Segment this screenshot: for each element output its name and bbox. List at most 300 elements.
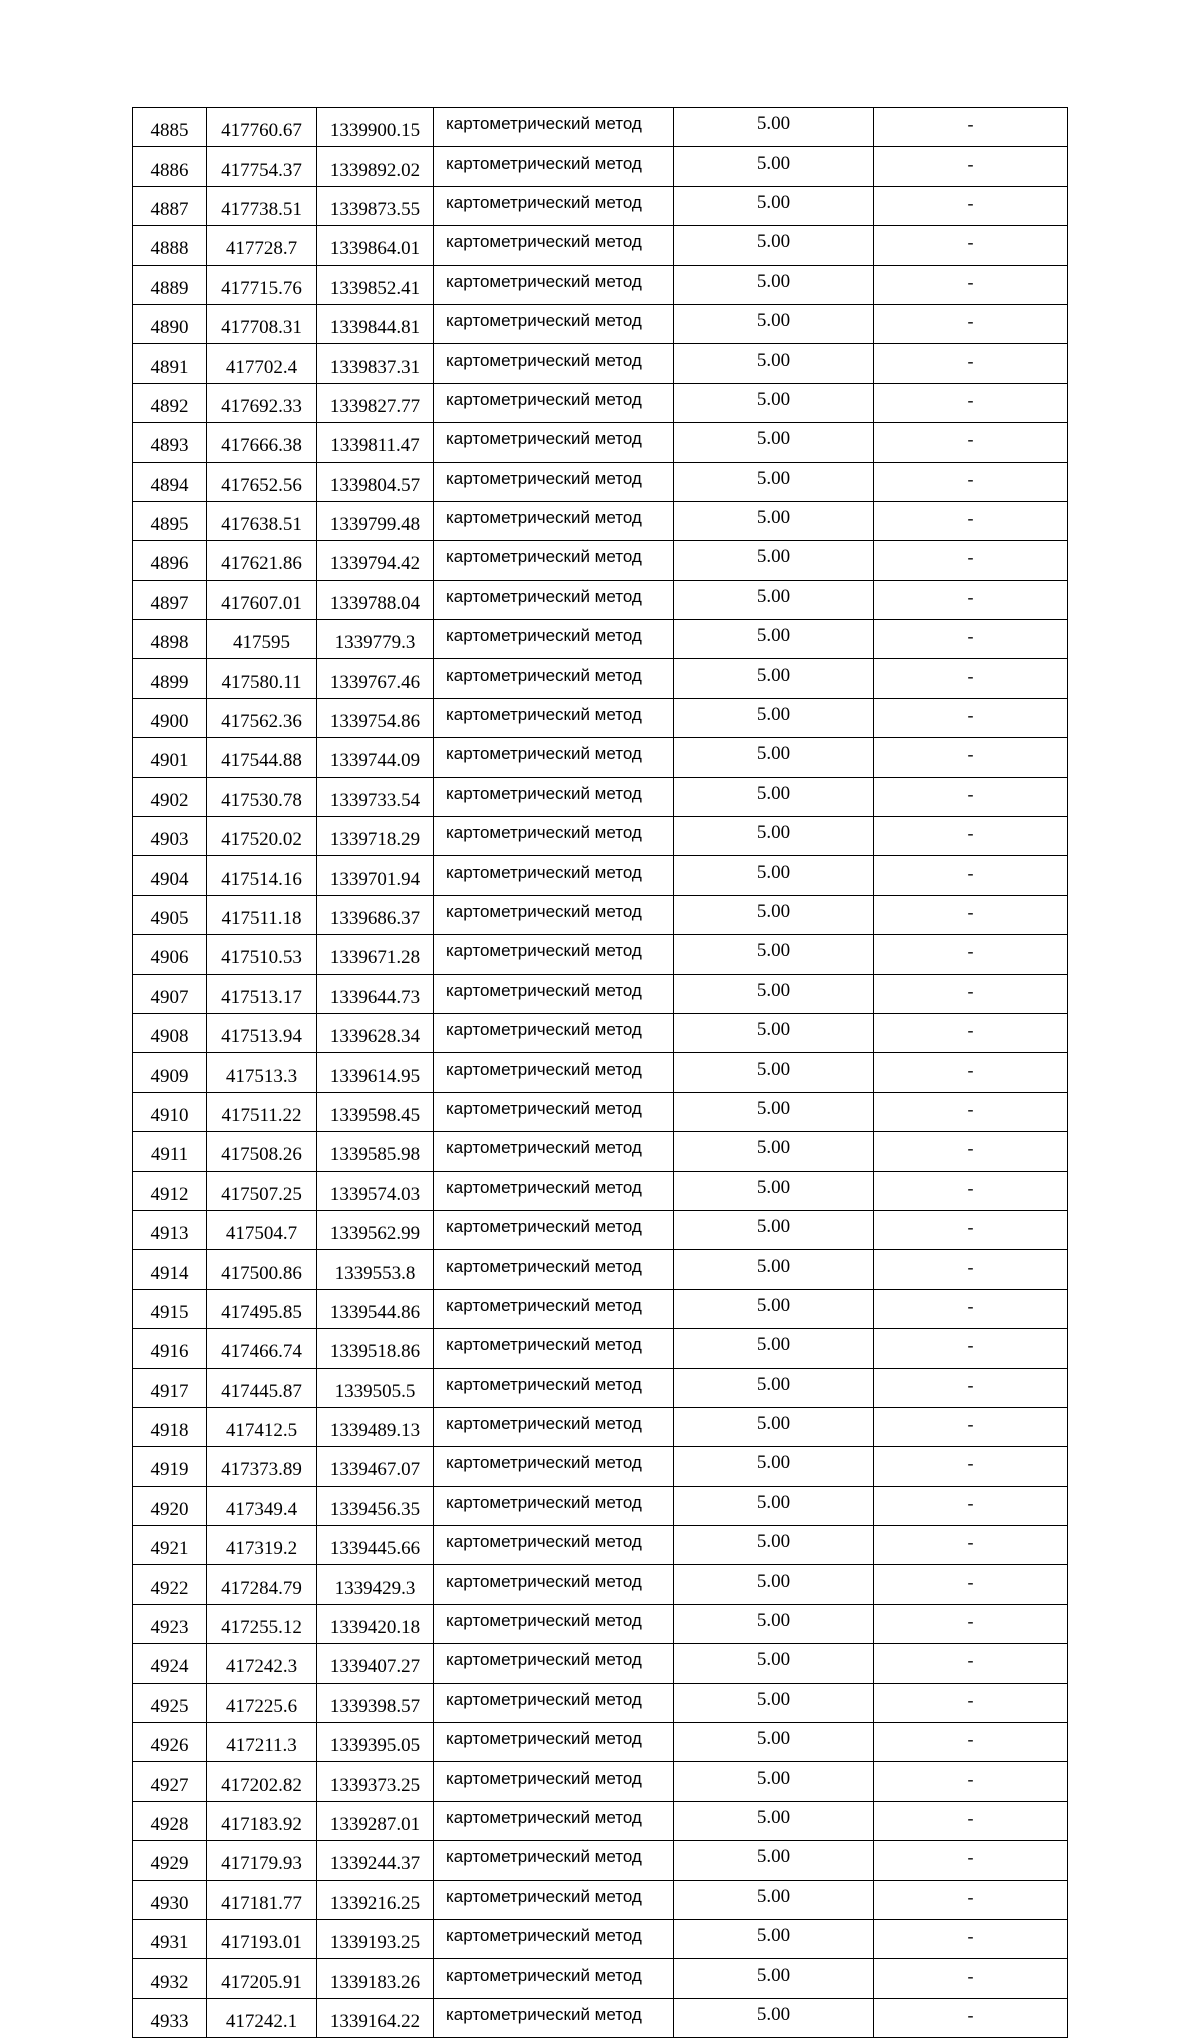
accuracy-cell: 5.00 (674, 1604, 874, 1643)
table-row (133, 541, 1068, 580)
y-coordinate-cell: 1339420.18 (317, 1604, 434, 1643)
method-cell: картометрический метод (434, 1053, 674, 1092)
y-coordinate-cell: 1339754.86 (317, 698, 434, 737)
table-row (133, 304, 1068, 343)
method-cell: картометрический метод (434, 974, 674, 1013)
accuracy-cell: 5.00 (674, 1407, 874, 1446)
y-coordinate-cell: 1339429.3 (317, 1565, 434, 1604)
table-row (133, 580, 1068, 619)
note-cell: - (874, 423, 1068, 462)
table-row (133, 1250, 1068, 1289)
accuracy-cell: 5.00 (674, 580, 874, 619)
method-cell: картометрический метод (434, 501, 674, 540)
x-coordinate-cell: 417511.22 (207, 1092, 317, 1131)
method-cell: картометрический метод (434, 777, 674, 816)
method-cell: картометрический метод (434, 383, 674, 422)
accuracy-cell: 5.00 (674, 1644, 874, 1683)
accuracy-cell: 5.00 (674, 935, 874, 974)
method-cell: картометрический метод (434, 304, 674, 343)
x-coordinate-cell: 417255.12 (207, 1604, 317, 1643)
y-coordinate-cell: 1339574.03 (317, 1171, 434, 1210)
x-coordinate-cell: 417728.7 (207, 226, 317, 265)
note-cell: - (874, 501, 1068, 540)
point-number-cell: 4923 (133, 1604, 207, 1643)
y-coordinate-cell: 1339900.15 (317, 108, 434, 147)
y-coordinate-cell: 1339779.3 (317, 620, 434, 659)
method-cell: картометрический метод (434, 1092, 674, 1131)
note-cell: - (874, 1210, 1068, 1249)
note-cell: - (874, 1289, 1068, 1328)
accuracy-cell: 5.00 (674, 1171, 874, 1210)
y-coordinate-cell: 1339788.04 (317, 580, 434, 619)
accuracy-cell: 5.00 (674, 777, 874, 816)
x-coordinate-cell: 417205.91 (207, 1959, 317, 1998)
y-coordinate-cell: 1339445.66 (317, 1526, 434, 1565)
note-cell: - (874, 1841, 1068, 1880)
x-coordinate-cell: 417754.37 (207, 147, 317, 186)
note-cell: - (874, 1329, 1068, 1368)
x-coordinate-cell: 417202.82 (207, 1762, 317, 1801)
x-coordinate-cell: 417702.4 (207, 344, 317, 383)
note-cell: - (874, 1013, 1068, 1052)
x-coordinate-cell: 417179.93 (207, 1841, 317, 1880)
accuracy-cell: 5.00 (674, 541, 874, 580)
y-coordinate-cell: 1339844.81 (317, 304, 434, 343)
method-cell: картометрический метод (434, 1998, 674, 2037)
method-cell: картометрический метод (434, 738, 674, 777)
x-coordinate-cell: 417500.86 (207, 1250, 317, 1289)
accuracy-cell: 5.00 (674, 1762, 874, 1801)
x-coordinate-cell: 417508.26 (207, 1132, 317, 1171)
table-row (133, 1171, 1068, 1210)
x-coordinate-cell: 417513.17 (207, 974, 317, 1013)
note-cell: - (874, 1526, 1068, 1565)
method-cell: картометрический метод (434, 1171, 674, 1210)
y-coordinate-cell: 1339585.98 (317, 1132, 434, 1171)
accuracy-cell: 5.00 (674, 1368, 874, 1407)
table-row (133, 226, 1068, 265)
method-cell: картометрический метод (434, 1919, 674, 1958)
x-coordinate-cell: 417181.77 (207, 1880, 317, 1919)
point-number-cell: 4900 (133, 698, 207, 737)
x-coordinate-cell: 417193.01 (207, 1919, 317, 1958)
y-coordinate-cell: 1339837.31 (317, 344, 434, 383)
x-coordinate-cell: 417242.3 (207, 1644, 317, 1683)
table-row (133, 856, 1068, 895)
accuracy-cell: 5.00 (674, 1447, 874, 1486)
x-coordinate-cell: 417504.7 (207, 1210, 317, 1249)
table-row (133, 1526, 1068, 1565)
accuracy-cell: 5.00 (674, 1250, 874, 1289)
point-number-cell: 4910 (133, 1092, 207, 1131)
y-coordinate-cell: 1339562.99 (317, 1210, 434, 1249)
accuracy-cell: 5.00 (674, 698, 874, 737)
note-cell: - (874, 265, 1068, 304)
accuracy-cell: 5.00 (674, 738, 874, 777)
point-number-cell: 4888 (133, 226, 207, 265)
method-cell: картометрический метод (434, 1132, 674, 1171)
accuracy-cell: 5.00 (674, 1329, 874, 1368)
y-coordinate-cell: 1339193.25 (317, 1919, 434, 1958)
table-row (133, 620, 1068, 659)
x-coordinate-cell: 417513.94 (207, 1013, 317, 1052)
method-cell: картометрический метод (434, 147, 674, 186)
note-cell: - (874, 935, 1068, 974)
y-coordinate-cell: 1339467.07 (317, 1447, 434, 1486)
method-cell: картометрический метод (434, 344, 674, 383)
method-cell: картометрический метод (434, 108, 674, 147)
y-coordinate-cell: 1339164.22 (317, 1998, 434, 2037)
y-coordinate-cell: 1339799.48 (317, 501, 434, 540)
table-row (133, 935, 1068, 974)
note-cell: - (874, 580, 1068, 619)
note-cell: - (874, 620, 1068, 659)
table-row (133, 1841, 1068, 1880)
x-coordinate-cell: 417638.51 (207, 501, 317, 540)
point-number-cell: 4931 (133, 1919, 207, 1958)
point-number-cell: 4891 (133, 344, 207, 383)
x-coordinate-cell: 417510.53 (207, 935, 317, 974)
y-coordinate-cell: 1339892.02 (317, 147, 434, 186)
method-cell: картометрический метод (434, 1407, 674, 1446)
table-row (133, 659, 1068, 698)
y-coordinate-cell: 1339794.42 (317, 541, 434, 580)
table-row (133, 698, 1068, 737)
accuracy-cell: 5.00 (674, 895, 874, 934)
method-cell: картометрический метод (434, 1801, 674, 1840)
table-row (133, 1210, 1068, 1249)
y-coordinate-cell: 1339598.45 (317, 1092, 434, 1131)
point-number-cell: 4916 (133, 1329, 207, 1368)
y-coordinate-cell: 1339718.29 (317, 817, 434, 856)
method-cell: картометрический метод (434, 1013, 674, 1052)
method-cell: картометрический метод (434, 462, 674, 501)
point-number-cell: 4913 (133, 1210, 207, 1249)
accuracy-cell: 5.00 (674, 1880, 874, 1919)
accuracy-cell: 5.00 (674, 659, 874, 698)
method-cell: картометрический метод (434, 620, 674, 659)
method-cell: картометрический метод (434, 1683, 674, 1722)
method-cell: картометрический метод (434, 226, 674, 265)
y-coordinate-cell: 1339701.94 (317, 856, 434, 895)
y-coordinate-cell: 1339827.77 (317, 383, 434, 422)
x-coordinate-cell: 417760.67 (207, 108, 317, 147)
x-coordinate-cell: 417511.18 (207, 895, 317, 934)
note-cell: - (874, 462, 1068, 501)
x-coordinate-cell: 417621.86 (207, 541, 317, 580)
point-number-cell: 4911 (133, 1132, 207, 1171)
y-coordinate-cell: 1339544.86 (317, 1289, 434, 1328)
point-number-cell: 4926 (133, 1723, 207, 1762)
point-number-cell: 4933 (133, 1998, 207, 2037)
note-cell: - (874, 974, 1068, 1013)
point-number-cell: 4912 (133, 1171, 207, 1210)
note-cell: - (874, 698, 1068, 737)
table-row (133, 1329, 1068, 1368)
y-coordinate-cell: 1339804.57 (317, 462, 434, 501)
accuracy-cell: 5.00 (674, 1841, 874, 1880)
point-number-cell: 4887 (133, 186, 207, 225)
table-row (133, 738, 1068, 777)
note-cell: - (874, 147, 1068, 186)
table-row (133, 1998, 1068, 2037)
accuracy-cell: 5.00 (674, 147, 874, 186)
y-coordinate-cell: 1339183.26 (317, 1959, 434, 1998)
accuracy-cell: 5.00 (674, 1132, 874, 1171)
note-cell: - (874, 856, 1068, 895)
table-row (133, 1486, 1068, 1525)
table-row (133, 1762, 1068, 1801)
method-cell: картометрический метод (434, 423, 674, 462)
table-row (133, 265, 1068, 304)
accuracy-cell: 5.00 (674, 1210, 874, 1249)
accuracy-cell: 5.00 (674, 304, 874, 343)
method-cell: картометрический метод (434, 1565, 674, 1604)
table-row (133, 1132, 1068, 1171)
table-row (133, 1919, 1068, 1958)
y-coordinate-cell: 1339216.25 (317, 1880, 434, 1919)
accuracy-cell: 5.00 (674, 1289, 874, 1328)
method-cell: картометрический метод (434, 698, 674, 737)
accuracy-cell: 5.00 (674, 1565, 874, 1604)
y-coordinate-cell: 1339395.05 (317, 1723, 434, 1762)
accuracy-cell: 5.00 (674, 1486, 874, 1525)
note-cell: - (874, 817, 1068, 856)
method-cell: картометрический метод (434, 1250, 674, 1289)
table-row (133, 895, 1068, 934)
point-number-cell: 4905 (133, 895, 207, 934)
x-coordinate-cell: 417666.38 (207, 423, 317, 462)
point-number-cell: 4908 (133, 1013, 207, 1052)
accuracy-cell: 5.00 (674, 974, 874, 1013)
table-row (133, 1013, 1068, 1052)
point-number-cell: 4921 (133, 1526, 207, 1565)
x-coordinate-cell: 417211.3 (207, 1723, 317, 1762)
accuracy-cell: 5.00 (674, 462, 874, 501)
x-coordinate-cell: 417225.6 (207, 1683, 317, 1722)
x-coordinate-cell: 417708.31 (207, 304, 317, 343)
point-number-cell: 4904 (133, 856, 207, 895)
y-coordinate-cell: 1339873.55 (317, 186, 434, 225)
y-coordinate-cell: 1339398.57 (317, 1683, 434, 1722)
note-cell: - (874, 1407, 1068, 1446)
y-coordinate-cell: 1339373.25 (317, 1762, 434, 1801)
note-cell: - (874, 1604, 1068, 1643)
note-cell: - (874, 226, 1068, 265)
point-number-cell: 4895 (133, 501, 207, 540)
accuracy-cell: 5.00 (674, 856, 874, 895)
table-row (133, 344, 1068, 383)
table-row (133, 1604, 1068, 1643)
y-coordinate-cell: 1339505.5 (317, 1368, 434, 1407)
point-number-cell: 4914 (133, 1250, 207, 1289)
note-cell: - (874, 344, 1068, 383)
y-coordinate-cell: 1339553.8 (317, 1250, 434, 1289)
note-cell: - (874, 1683, 1068, 1722)
table-row (133, 1407, 1068, 1446)
table-row (133, 974, 1068, 1013)
coordinates-table-body (133, 108, 1068, 2038)
point-number-cell: 4902 (133, 777, 207, 816)
method-cell: картометрический метод (434, 1841, 674, 1880)
x-coordinate-cell: 417349.4 (207, 1486, 317, 1525)
note-cell: - (874, 108, 1068, 147)
point-number-cell: 4903 (133, 817, 207, 856)
method-cell: картометрический метод (434, 856, 674, 895)
accuracy-cell: 5.00 (674, 1919, 874, 1958)
method-cell: картометрический метод (434, 1329, 674, 1368)
x-coordinate-cell: 417738.51 (207, 186, 317, 225)
note-cell: - (874, 895, 1068, 934)
y-coordinate-cell: 1339644.73 (317, 974, 434, 1013)
method-cell: картометрический метод (434, 1486, 674, 1525)
y-coordinate-cell: 1339456.35 (317, 1486, 434, 1525)
x-coordinate-cell: 417466.74 (207, 1329, 317, 1368)
table-row (133, 1565, 1068, 1604)
accuracy-cell: 5.00 (674, 1801, 874, 1840)
table-row (133, 1289, 1068, 1328)
point-number-cell: 4901 (133, 738, 207, 777)
point-number-cell: 4919 (133, 1447, 207, 1486)
y-coordinate-cell: 1339852.41 (317, 265, 434, 304)
point-number-cell: 4893 (133, 423, 207, 462)
method-cell: картометрический метод (434, 935, 674, 974)
x-coordinate-cell: 417284.79 (207, 1565, 317, 1604)
accuracy-cell: 5.00 (674, 1092, 874, 1131)
x-coordinate-cell: 417412.5 (207, 1407, 317, 1446)
table-row (133, 462, 1068, 501)
accuracy-cell: 5.00 (674, 1526, 874, 1565)
point-number-cell: 4915 (133, 1289, 207, 1328)
note-cell: - (874, 383, 1068, 422)
table-row (133, 108, 1068, 147)
x-coordinate-cell: 417242.1 (207, 1998, 317, 2037)
table-row (133, 777, 1068, 816)
note-cell: - (874, 1762, 1068, 1801)
table-row (133, 1053, 1068, 1092)
method-cell: картометрический метод (434, 1447, 674, 1486)
y-coordinate-cell: 1339287.01 (317, 1801, 434, 1840)
x-coordinate-cell: 417445.87 (207, 1368, 317, 1407)
accuracy-cell: 5.00 (674, 344, 874, 383)
method-cell: картометрический метод (434, 1959, 674, 1998)
note-cell: - (874, 1486, 1068, 1525)
table-row (133, 1723, 1068, 1762)
table-row (133, 1683, 1068, 1722)
x-coordinate-cell: 417514.16 (207, 856, 317, 895)
note-cell: - (874, 1998, 1068, 2037)
point-number-cell: 4920 (133, 1486, 207, 1525)
method-cell: картометрический метод (434, 1880, 674, 1919)
note-cell: - (874, 1565, 1068, 1604)
method-cell: картометрический метод (434, 1368, 674, 1407)
table-row (133, 1368, 1068, 1407)
table-row (133, 423, 1068, 462)
point-number-cell: 4889 (133, 265, 207, 304)
method-cell: картометрический метод (434, 1289, 674, 1328)
point-number-cell: 4886 (133, 147, 207, 186)
point-number-cell: 4932 (133, 1959, 207, 1998)
method-cell: картометрический метод (434, 1723, 674, 1762)
accuracy-cell: 5.00 (674, 1053, 874, 1092)
point-number-cell: 4928 (133, 1801, 207, 1840)
x-coordinate-cell: 417507.25 (207, 1171, 317, 1210)
table-row (133, 383, 1068, 422)
y-coordinate-cell: 1339811.47 (317, 423, 434, 462)
table-row (133, 1644, 1068, 1683)
y-coordinate-cell: 1339686.37 (317, 895, 434, 934)
method-cell: картометрический метод (434, 659, 674, 698)
note-cell: - (874, 1171, 1068, 1210)
point-number-cell: 4925 (133, 1683, 207, 1722)
point-number-cell: 4924 (133, 1644, 207, 1683)
accuracy-cell: 5.00 (674, 1683, 874, 1722)
method-cell: картометрический метод (434, 1210, 674, 1249)
y-coordinate-cell: 1339407.27 (317, 1644, 434, 1683)
x-coordinate-cell: 417607.01 (207, 580, 317, 619)
point-number-cell: 4890 (133, 304, 207, 343)
table-row (133, 817, 1068, 856)
note-cell: - (874, 738, 1068, 777)
note-cell: - (874, 1053, 1068, 1092)
accuracy-cell: 5.00 (674, 108, 874, 147)
point-number-cell: 4897 (133, 580, 207, 619)
table-row (133, 147, 1068, 186)
method-cell: картометрический метод (434, 1762, 674, 1801)
table-row (133, 1092, 1068, 1131)
point-number-cell: 4899 (133, 659, 207, 698)
accuracy-cell: 5.00 (674, 423, 874, 462)
point-number-cell: 4906 (133, 935, 207, 974)
x-coordinate-cell: 417595 (207, 620, 317, 659)
accuracy-cell: 5.00 (674, 265, 874, 304)
accuracy-cell: 5.00 (674, 1723, 874, 1762)
x-coordinate-cell: 417530.78 (207, 777, 317, 816)
point-number-cell: 4927 (133, 1762, 207, 1801)
y-coordinate-cell: 1339767.46 (317, 659, 434, 698)
y-coordinate-cell: 1339671.28 (317, 935, 434, 974)
method-cell: картометрический метод (434, 1644, 674, 1683)
accuracy-cell: 5.00 (674, 383, 874, 422)
point-number-cell: 4929 (133, 1841, 207, 1880)
note-cell: - (874, 1092, 1068, 1131)
y-coordinate-cell: 1339489.13 (317, 1407, 434, 1446)
method-cell: картометрический метод (434, 817, 674, 856)
note-cell: - (874, 1801, 1068, 1840)
y-coordinate-cell: 1339614.95 (317, 1053, 434, 1092)
table-row (133, 1447, 1068, 1486)
accuracy-cell: 5.00 (674, 620, 874, 659)
x-coordinate-cell: 417562.36 (207, 698, 317, 737)
x-coordinate-cell: 417319.2 (207, 1526, 317, 1565)
point-number-cell: 4898 (133, 620, 207, 659)
accuracy-cell: 5.00 (674, 817, 874, 856)
y-coordinate-cell: 1339733.54 (317, 777, 434, 816)
accuracy-cell: 5.00 (674, 1998, 874, 2037)
point-number-cell: 4894 (133, 462, 207, 501)
note-cell: - (874, 1723, 1068, 1762)
x-coordinate-cell: 417544.88 (207, 738, 317, 777)
x-coordinate-cell: 417520.02 (207, 817, 317, 856)
table-row (133, 1880, 1068, 1919)
method-cell: картометрический метод (434, 580, 674, 619)
table-row (133, 501, 1068, 540)
point-number-cell: 4918 (133, 1407, 207, 1446)
note-cell: - (874, 186, 1068, 225)
table-row (133, 1801, 1068, 1840)
accuracy-cell: 5.00 (674, 1959, 874, 1998)
coordinates-table (132, 107, 1068, 2038)
